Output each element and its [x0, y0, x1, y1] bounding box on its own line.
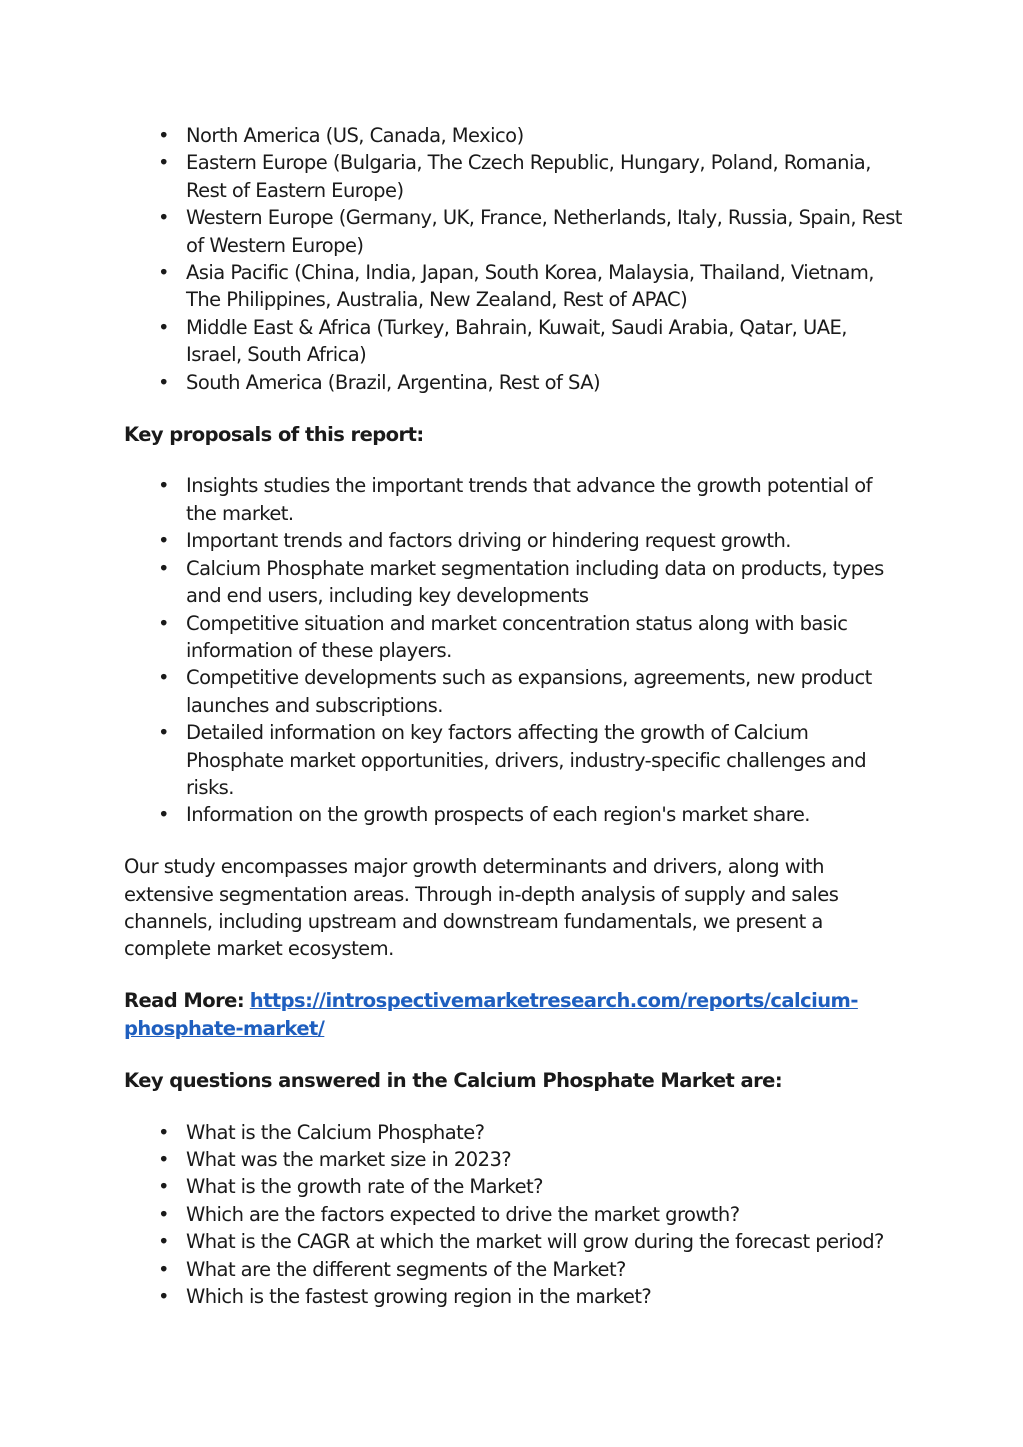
report-link[interactable]: https://introspectivemarketresearch.com/reports/calcium-phosphate-market/ [124, 989, 858, 1040]
list-item: • Western Europe (Germany, UK, France, Netherlands, Italy, Russia, Spain, Rest of Western Europe) [124, 204, 904, 259]
list-item: • Middle East & Africa (Turkey, Bahrain, Kuwait, Saudi Arabia, Qatar, UAE, Israel, South Africa) [124, 314, 904, 369]
list-item: • Information on the growth prospects of each region's market share. [124, 801, 904, 828]
questions-heading: Key questions answered in the Calcium Phosphate Market are: [124, 1068, 783, 1092]
list-item: • Eastern Europe (Bulgaria, The Czech Republic, Hungary, Poland, Romania, Rest of Eastern Europe) [124, 149, 904, 204]
list-item: • Competitive developments such as expansions, agreements, new product launches and subscriptions. [124, 664, 904, 719]
list-item: • What is the growth rate of the Market? [124, 1173, 904, 1200]
list-item: • South America (Brazil, Argentina, Rest of SA) [124, 369, 904, 396]
list-item: • Insights studies the important trends that advance the growth potential of the market. [124, 472, 904, 527]
list-item: • Important trends and factors driving or hindering request growth. [124, 527, 904, 554]
list-item: • What is the CAGR at which the market will grow during the forecast period? [124, 1228, 904, 1255]
list-item: • Detailed information on key factors affecting the growth of Calcium Phosphate market opportunities, drivers, industry-specific challenges and risks. [124, 719, 904, 801]
regions-list [124, 122, 904, 396]
questions-list [124, 1119, 904, 1311]
proposals-list [124, 472, 904, 828]
proposals-heading: Key proposals of this report: [124, 422, 424, 446]
list-item: • Calcium Phosphate market segmentation including data on products, types and end users, including key developments [124, 555, 904, 610]
study-paragraph: Our study encompasses major growth determinants and drivers, along with extensive segmentation areas. Through in-depth analysis of supply and sales channels, including upstream and downstream fundamentals, we present a complete market ecosystem. [124, 855, 839, 961]
read-more [124, 987, 904, 1042]
list-item: • Competitive situation and market concentration status along with basic information of these players. [124, 610, 904, 665]
list-item: • What are the different segments of the Market? [124, 1256, 904, 1283]
document-page [124, 122, 904, 1310]
list-item: • Which is the fastest growing region in the market? [124, 1283, 904, 1310]
read-more-label: Read More: [124, 989, 245, 1013]
list-item: • Asia Pacific (China, India, Japan, South Korea, Malaysia, Thailand, Vietnam, The Philippines, Australia, New Zealand, Rest of APAC) [124, 259, 904, 314]
list-item: • What was the market size in 2023? [124, 1146, 904, 1173]
list-item: • What is the Calcium Phosphate? [124, 1119, 904, 1146]
list-item: • Which are the factors expected to drive the market growth? [124, 1201, 904, 1228]
list-item: • North America (US, Canada, Mexico) [124, 122, 904, 149]
